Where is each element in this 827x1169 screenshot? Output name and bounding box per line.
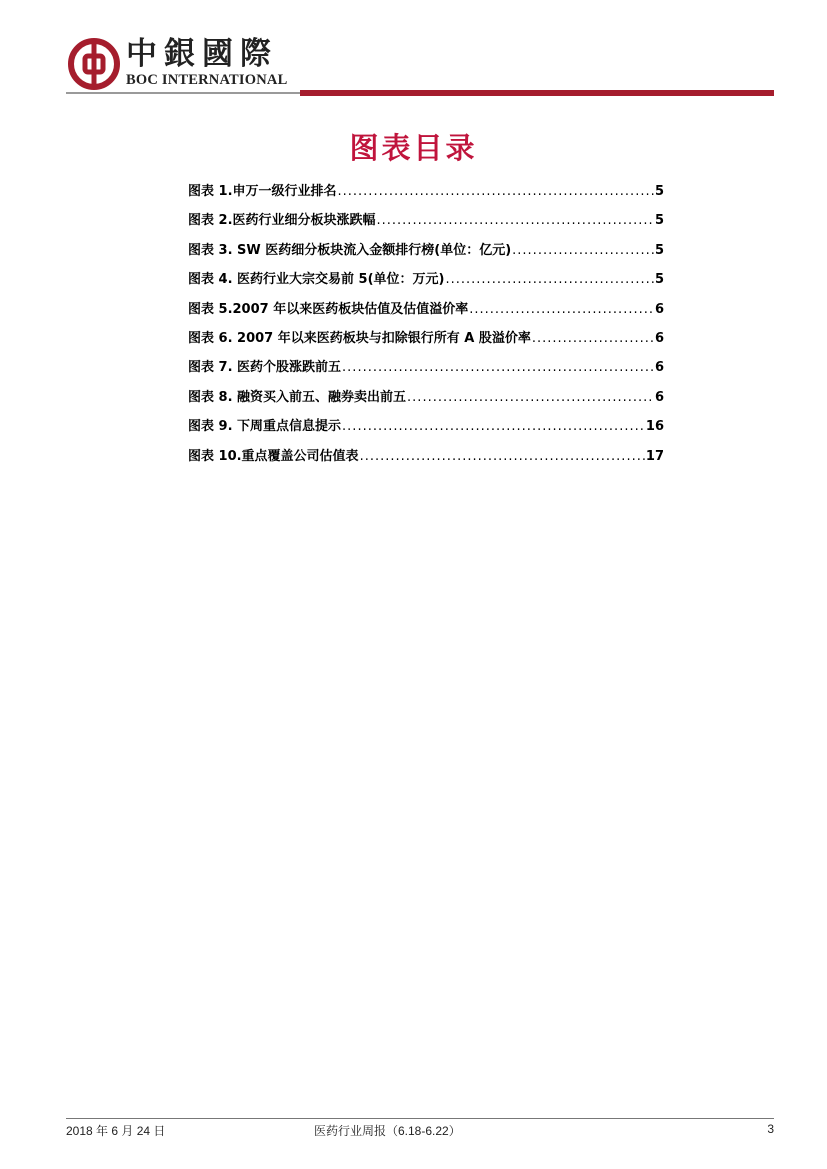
toc-leader-dots: [342, 419, 645, 434]
toc-entry-label: 图表 8. 融资买入前五、融券卖出前五: [188, 389, 407, 405]
toc-leader-dots: [338, 184, 654, 199]
toc-entry-page: 5: [654, 213, 664, 229]
toc-leader-dots: [360, 449, 645, 464]
toc-entry-label: 图表 7. 医药个股涨跌前五: [188, 360, 342, 376]
toc-entry-page: 5: [654, 184, 664, 199]
toc-entry[interactable]: [188, 356, 664, 385]
header-divider-red: [300, 90, 774, 96]
toc-list: [188, 180, 664, 474]
toc-entry-label: 图表 10.重点覆盖公司估值表: [188, 448, 359, 464]
toc-entry[interactable]: [188, 298, 664, 327]
toc-entry-label: 图表 2.医药行业细分板块涨跌幅: [188, 213, 376, 229]
toc-entry[interactable]: [188, 386, 664, 415]
toc-entry-label: 图表 6. 2007 年以来医药板块与扣除银行所有 A 股溢价率: [188, 330, 531, 346]
footer-divider: [66, 1118, 774, 1119]
toc-leader-dots: [532, 331, 654, 346]
toc-entry-page: 5: [654, 272, 664, 288]
toc-leader-dots: [512, 243, 654, 258]
toc-entry-label: 图表 4. 医药行业大宗交易前 5(单位：万元): [188, 272, 445, 288]
toc-leader-dots: [407, 390, 654, 405]
toc-entry-label: 图表 9. 下周重点信息提示: [188, 419, 342, 435]
toc-entry[interactable]: [188, 445, 664, 474]
toc-entry-label: 图表 3. SW 医药细分板块流入金额排行榜(单位：亿元): [188, 242, 512, 258]
footer-report-title: 医药行业周报（6.18-6.22）: [314, 1124, 461, 1138]
toc-leader-dots: [469, 302, 654, 317]
toc-entry[interactable]: [188, 268, 664, 297]
boc-logo: [68, 36, 308, 92]
toc-entry-page: 6: [654, 389, 664, 405]
toc-entry-page: 16: [645, 419, 664, 435]
toc-entry[interactable]: [188, 180, 664, 209]
boc-emblem-icon: [68, 38, 120, 90]
toc-entry-page: 17: [645, 448, 664, 464]
toc-entry[interactable]: [188, 239, 664, 268]
toc-entry-label: 图表 1.申万一级行业排名: [188, 184, 337, 199]
toc-title: 图表目录: [349, 131, 478, 165]
toc-entry-page: 5: [654, 242, 664, 258]
toc-entry[interactable]: [188, 209, 664, 238]
toc-leader-dots: [377, 213, 654, 228]
footer-page-number: 3: [767, 1122, 774, 1136]
toc-entry-page: 6: [654, 330, 664, 346]
toc-entry-label: 图表 5.2007 年以来医药板块估值及估值溢价率: [188, 301, 469, 317]
toc-entry[interactable]: [188, 327, 664, 356]
toc-leader-dots: [342, 360, 654, 375]
toc-entry-page: 6: [654, 360, 664, 376]
toc-entry[interactable]: [188, 415, 664, 444]
logo-chinese-name: 中銀國際: [126, 36, 278, 72]
toc-leader-dots: [446, 272, 654, 287]
logo-english-name: BOC INTERNATIONAL: [126, 72, 288, 88]
toc-entry-page: 6: [654, 301, 664, 317]
footer-date: 2018 年 6 月 24 日: [66, 1124, 166, 1138]
